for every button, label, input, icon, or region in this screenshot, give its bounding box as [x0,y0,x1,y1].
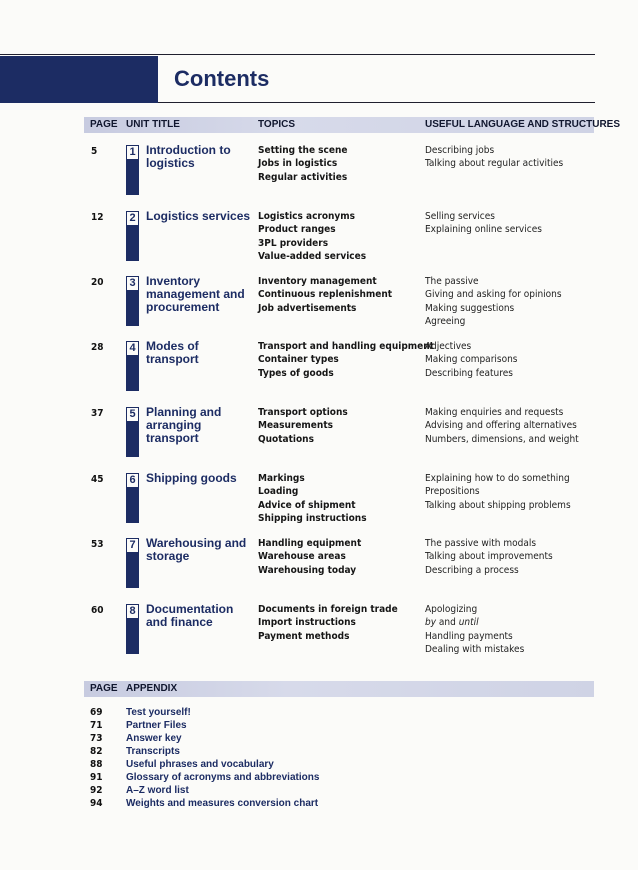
topic-item: Continuous replenishment [258,289,393,301]
appendix-item [0,720,638,733]
topic-item: Inventory management [258,276,377,287]
topic-list [258,537,361,577]
language-item: Describing features [425,367,513,379]
unit-number-badge: 3 [127,277,138,290]
language-item: Explaining online services [425,224,542,236]
unit-row [0,405,638,468]
appendix-page-number: 88 [90,759,103,770]
appendix-title: A–Z word list [126,785,189,796]
language-item: Describing jobs [425,145,495,156]
topic-list [258,340,434,380]
unit-title: Logistics services [146,209,251,223]
header-appendix: APPENDIX [126,683,178,694]
topic-item: Payment methods [258,630,350,642]
language-list [425,340,517,380]
appendix-page-number: 82 [90,746,103,757]
unit-title: Introduction to logistics [146,143,231,170]
topic-list [258,406,348,446]
unit-number-badge: 2 [127,212,138,225]
language-item: Making comparisons [425,354,518,366]
unit-title: Warehousing and storage [146,536,247,563]
appendix-item [0,759,638,772]
topic-item: Value-added services [258,250,367,262]
language-list [425,603,524,656]
appendix-page-number: 69 [90,707,103,718]
topic-item: 3PL providers [258,237,329,249]
topic-item: Warehousing today [258,564,357,576]
topic-item: Logistics acronyms [258,211,356,222]
unit-number-badge: 7 [127,539,138,552]
topic-item: Container types [258,354,339,366]
topic-item: Transport and handling equipment [258,341,434,352]
topic-item: Quotations [258,433,314,445]
appendix-title: Transcripts [126,746,180,757]
unit-title: Modes of transport [146,339,199,366]
unit-title: Planning and arranging transport [146,405,222,445]
unit-page-number: 12 [91,212,104,223]
units-header-bar [84,117,621,133]
header-topics: TOPICS [258,119,296,130]
appendix-page-number: 92 [90,785,103,796]
topic-item: Job advertisements [258,302,357,314]
topic-list [258,275,392,315]
appendix-item [0,733,638,746]
page-title: Contents [174,66,270,91]
topic-item: Loading [258,486,299,498]
appendix-page-number: 91 [90,772,103,783]
language-item: Making enquiries and requests [425,407,564,418]
unit-page-number: 45 [91,474,104,485]
header-language: USEFUL LANGUAGE AND STRUCTURES [425,119,621,130]
language-item: Explaining how to do something [425,473,570,484]
unit-page-number: 37 [91,408,104,419]
appendix-page-number: 73 [90,733,103,744]
language-item: Talking about regular activities [425,158,564,170]
topic-item: Import instructions [258,617,356,629]
unit-title: Shipping goods [146,471,237,485]
language-list [425,144,563,171]
unit-row [0,471,638,534]
unit-row [0,143,638,206]
title-band [0,56,158,103]
language-list [425,537,553,577]
language-list [425,472,571,512]
appendix-header-bar [84,681,594,697]
topic-item: Measurements [258,420,333,432]
language-list [425,406,579,446]
appendix-title: Test yourself! [126,707,191,718]
topic-item: Regular activities [258,171,348,183]
unit-row [0,274,638,337]
language-item: Handling payments [425,630,513,642]
appendix-item [0,746,638,759]
language-item: Making suggestions [425,302,515,314]
language-item: Prepositions [425,486,480,498]
language-item: Advising and offering alternatives [425,420,577,432]
unit-title: Documentation and finance [146,602,234,629]
topic-item: Documents in foreign trade [258,604,398,615]
language-item: Talking about improvements [425,551,553,563]
language-list [425,210,542,237]
appendix-item [0,707,638,720]
unit-page-number: 60 [91,605,104,616]
header-appendix-page: PAGE [90,683,118,694]
topic-item: Types of goods [258,367,334,379]
appendix-item [0,798,638,811]
topic-item: Shipping instructions [258,512,367,524]
language-item: Adjectives [425,341,472,352]
appendix-item [0,785,638,798]
unit-title: Inventory management and procurement [146,274,245,314]
language-item: The passive [425,276,479,287]
unit-row [0,339,638,402]
topic-item: Handling equipment [258,538,362,549]
appendix-item [0,772,638,785]
topic-list [258,603,398,643]
language-item: Talking about shipping problems [425,499,571,511]
unit-row [0,536,638,599]
unit-number-badge: 6 [127,474,138,487]
unit-row [0,209,638,272]
appendix-title: Glossary of acronyms and abbreviations [126,772,320,783]
unit-number-badge: 4 [127,342,138,355]
header-unit-title: UNIT TITLE [126,119,180,130]
unit-page-number: 28 [91,342,104,353]
topic-item: Setting the scene [258,145,348,156]
appendix-title: Answer key [126,733,182,744]
topic-item: Markings [258,473,305,484]
topic-item: Warehouse areas [258,551,346,563]
topic-list [258,210,366,263]
topic-list [258,144,348,184]
appendix-title: Useful phrases and vocabulary [126,759,274,770]
appendix-list [0,707,638,811]
language-item: Selling services [425,211,495,222]
appendix-title: Weights and measures conversion chart [126,798,319,809]
unit-number-badge: 1 [127,146,138,159]
topic-item: Transport options [258,407,348,418]
top-rule [0,54,595,55]
language-item: Numbers, dimensions, and weight [425,433,579,445]
language-item: The passive with modals [425,538,537,549]
appendix-title: Partner Files [126,720,187,731]
language-item: Describing a process [425,564,519,576]
unit-number-badge: 5 [127,408,138,421]
topic-item: Product ranges [258,224,336,236]
topic-list [258,472,367,525]
language-item: by and until [425,617,479,629]
topic-item: Advice of shipment [258,499,356,511]
language-item: Dealing with mistakes [425,643,525,655]
language-item: Apologizing [425,604,478,615]
unit-page-number: 5 [91,146,98,157]
unit-page-number: 20 [91,277,104,288]
title-rule [158,102,595,103]
language-item: Agreeing [425,315,466,327]
unit-number-badge: 8 [127,605,138,618]
header-page: PAGE [90,119,118,130]
appendix-page-number: 94 [90,798,103,809]
topic-item: Jobs in logistics [258,158,338,170]
appendix-page-number: 71 [90,720,103,731]
unit-page-number: 53 [91,539,104,550]
language-item: Giving and asking for opinions [425,289,562,301]
unit-row [0,602,638,665]
language-list [425,275,562,328]
